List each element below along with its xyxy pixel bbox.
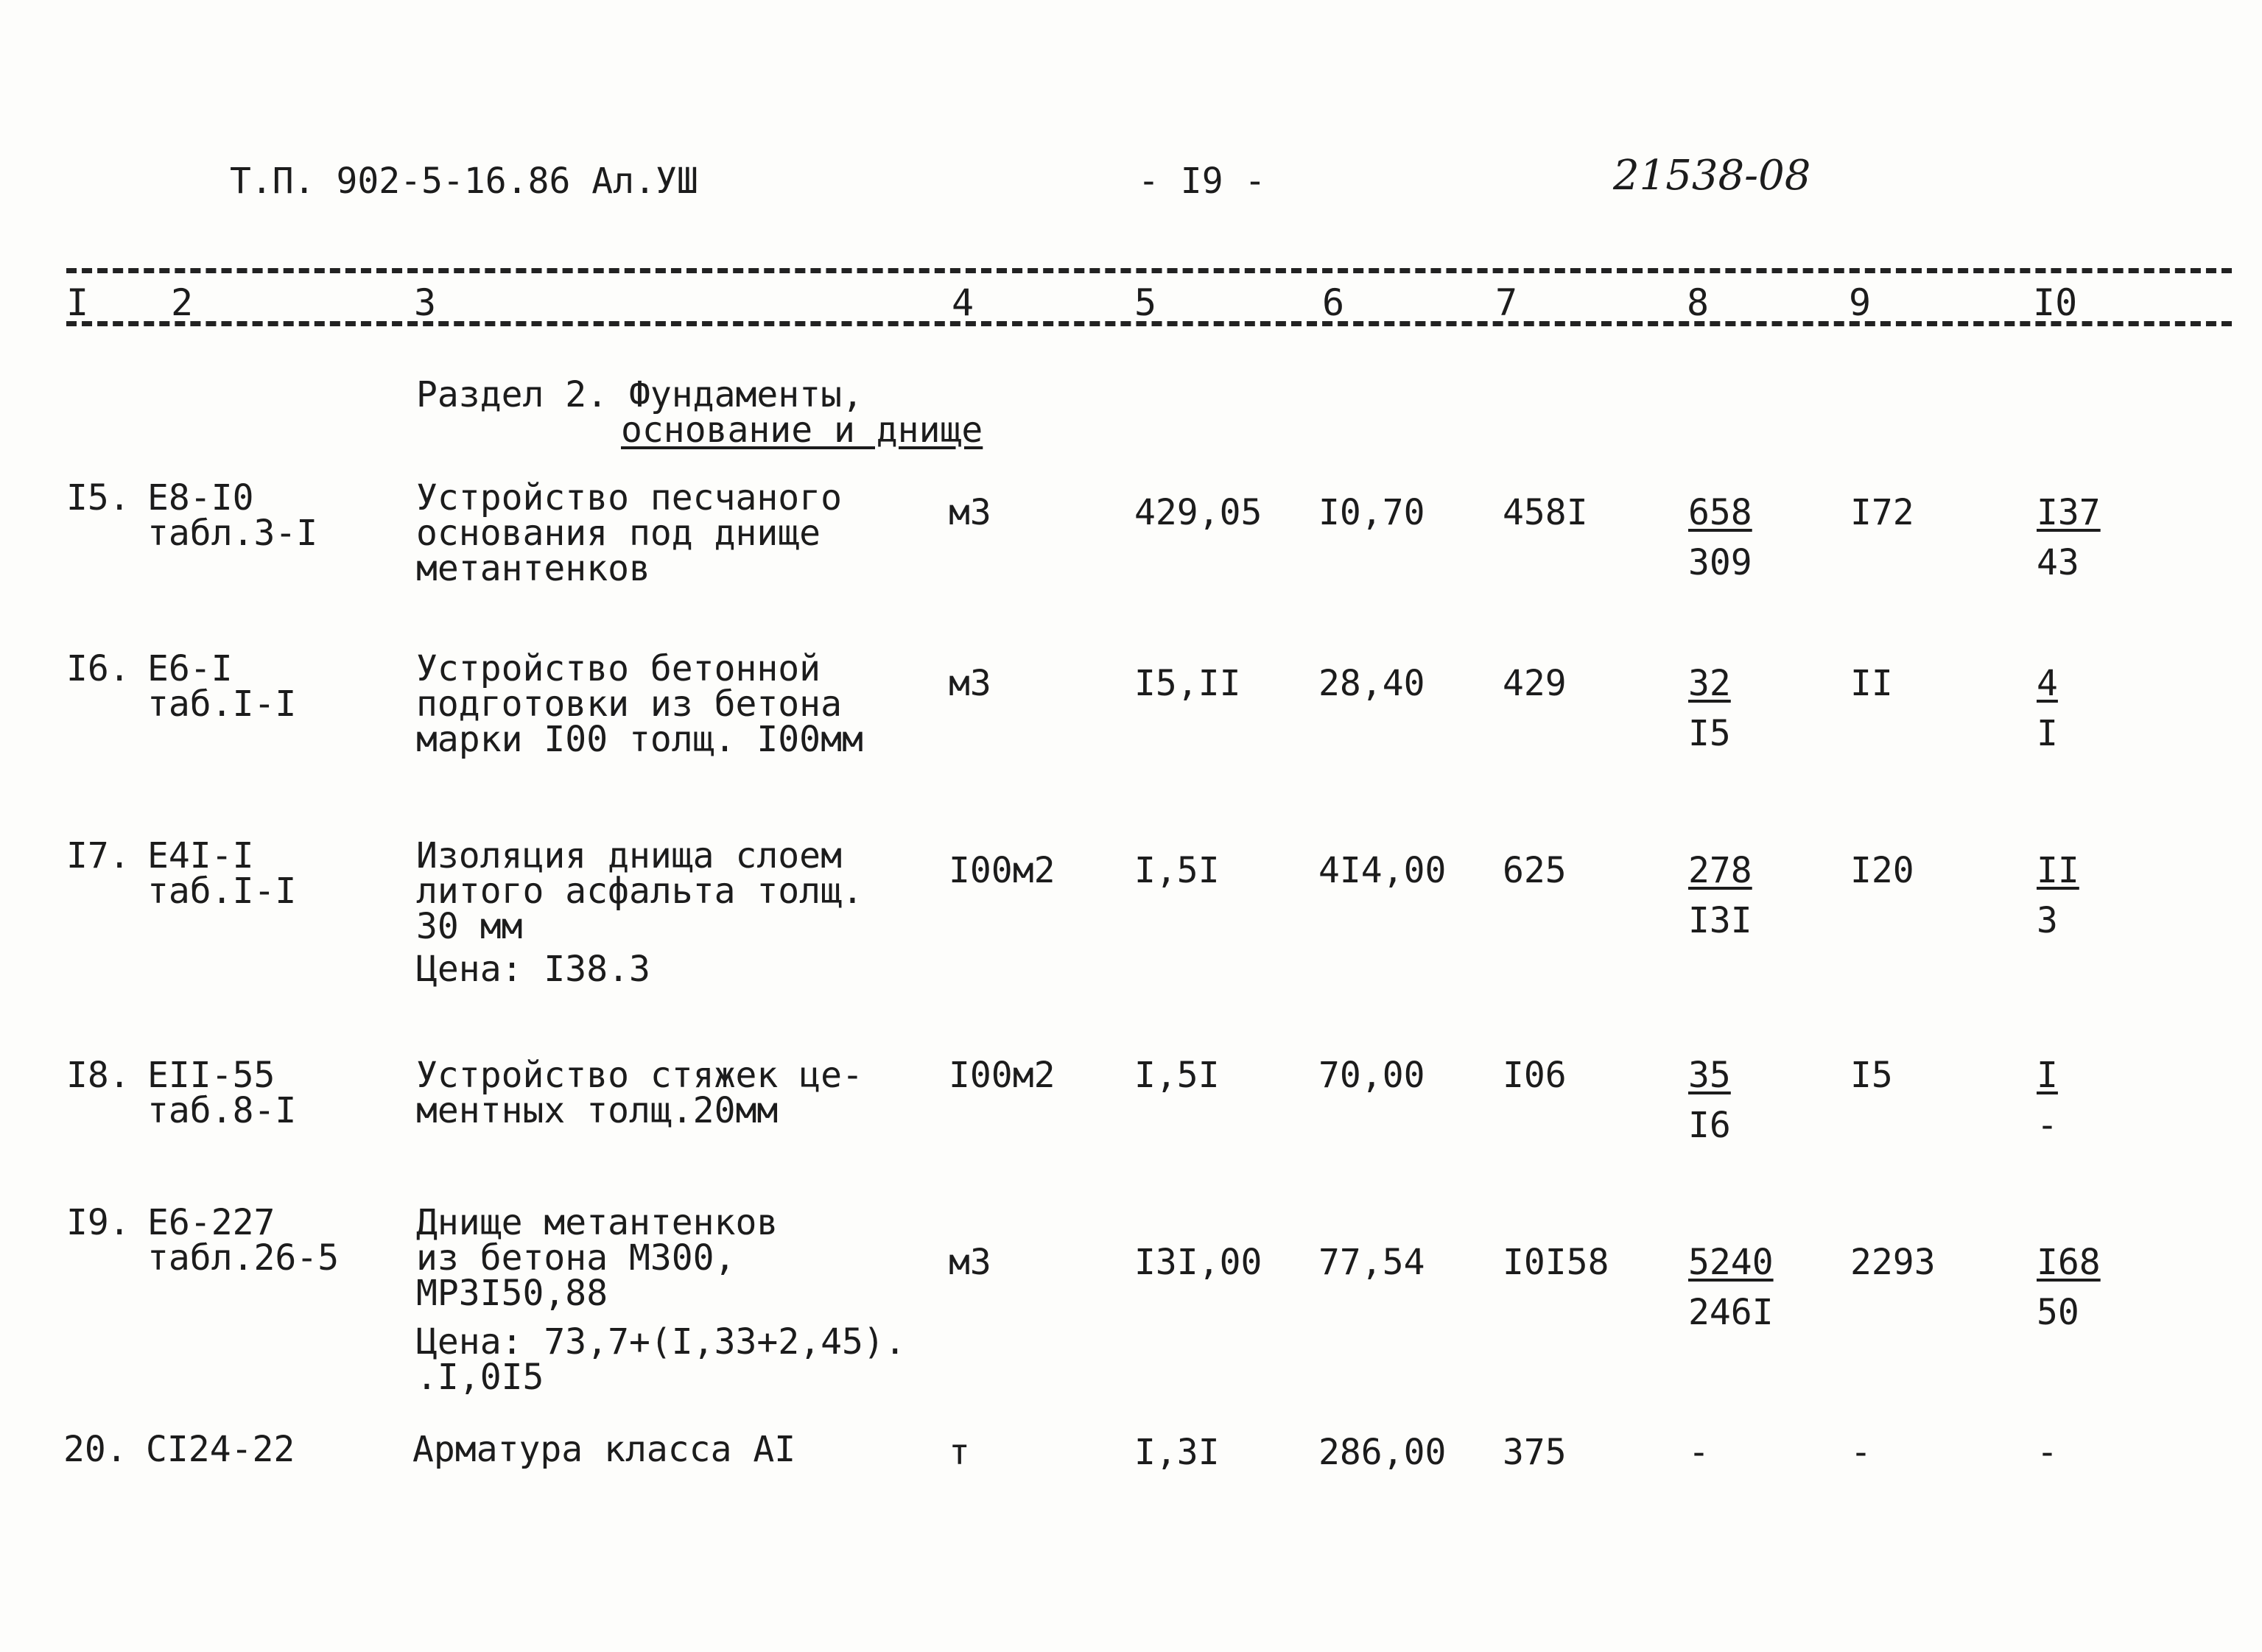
row-19-price: 77,54 xyxy=(1318,1242,1425,1283)
row-17-col9: I20 xyxy=(1850,850,1914,891)
row-15-col9: I72 xyxy=(1850,492,1914,533)
row-19-code: E6-227 табл.26-5 xyxy=(147,1202,340,1279)
row-20-description: Арматура класса AI xyxy=(412,1429,796,1470)
row-19-number: I9. xyxy=(66,1202,130,1243)
row-16-col10-top: 4 xyxy=(2037,663,2058,704)
col-4-number: 4 xyxy=(952,281,974,324)
row-18-col8-bottom: I6 xyxy=(1688,1105,1731,1146)
section-title: Раздел 2. Фундаменты, xyxy=(416,374,863,415)
col-5-number: 5 xyxy=(1134,281,1157,324)
row-19-description: Днище метантенков из бетона М300, МР3I50,88 xyxy=(416,1202,779,1314)
row-16-col10-bottom: I xyxy=(2037,713,2058,754)
row-16-total: 429 xyxy=(1503,663,1567,704)
row-16-col8-top: 32 xyxy=(1688,663,1731,704)
row-15-col8-top: 658 xyxy=(1688,492,1752,533)
row-15-col8-bottom: 309 xyxy=(1688,542,1752,583)
row-20-unit: т xyxy=(949,1432,970,1473)
row-17-col10-bottom: 3 xyxy=(2037,900,2058,941)
col-10-number: I0 xyxy=(2033,281,2078,324)
row-15-quantity: 429,05 xyxy=(1134,492,1262,533)
row-19-col8-top: 5240 xyxy=(1688,1242,1774,1283)
row-20-col9: - xyxy=(1850,1432,1872,1473)
row-18-description: Устройство стяжек це- ментных толщ.20мм xyxy=(416,1055,863,1131)
row-15-code: E8-I0 табл.3-I xyxy=(147,477,318,554)
header-rule-top xyxy=(66,268,2232,273)
row-15-total: 458I xyxy=(1503,492,1588,533)
page-number: - I9 - xyxy=(1138,161,1266,202)
row-20-price: 286,00 xyxy=(1318,1432,1447,1473)
row-15-col10-top: I37 xyxy=(2037,492,2101,533)
row-16-number: I6. xyxy=(66,648,130,689)
row-18-price: 70,00 xyxy=(1318,1055,1425,1096)
row-20-col10: - xyxy=(2037,1432,2058,1473)
row-19-price-note: Цена: 73,7+(I,33+2,45). .I,0I5 xyxy=(416,1321,906,1398)
row-19-col9: 2293 xyxy=(1850,1242,1936,1283)
col-2-number: 2 xyxy=(171,281,194,324)
row-16-quantity: I5,II xyxy=(1134,663,1241,704)
row-17-col8-bottom: I3I xyxy=(1688,900,1752,941)
section-subtitle: основание и днище xyxy=(621,410,983,451)
row-18-col8-top: 35 xyxy=(1688,1055,1731,1096)
row-17-price-note: Цена: I38.3 xyxy=(416,949,650,990)
row-15-description: Устройство песчаного основания под днище метантенков xyxy=(416,477,842,589)
row-19-col8-bottom: 246I xyxy=(1688,1292,1774,1333)
row-18-number: I8. xyxy=(66,1055,130,1096)
row-16-col9: II xyxy=(1850,663,1893,704)
col-6-number: 6 xyxy=(1322,281,1345,324)
col-9-number: 9 xyxy=(1849,281,1872,324)
doc-code: Т.П. 902-5-16.86 Ал.УШ xyxy=(230,161,698,202)
row-17-number: I7. xyxy=(66,835,130,876)
row-18-col10-bottom: - xyxy=(2037,1105,2058,1146)
row-19-total: I0I58 xyxy=(1503,1242,1609,1283)
row-18-col10-top: I xyxy=(2037,1055,2058,1096)
row-20-col8: - xyxy=(1688,1432,1710,1473)
row-16-price: 28,40 xyxy=(1318,663,1425,704)
row-17-quantity: I,5I xyxy=(1134,850,1220,891)
row-17-code: E4I-I таб.I-I xyxy=(147,835,297,912)
row-18-unit: I00м2 xyxy=(949,1055,1056,1096)
row-16-code: E6-I таб.I-I xyxy=(147,648,297,725)
row-16-col8-bottom: I5 xyxy=(1688,713,1731,754)
row-20-quantity: I,3I xyxy=(1134,1432,1220,1473)
row-17-col8-top: 278 xyxy=(1688,850,1752,891)
row-18-quantity: I,5I xyxy=(1134,1055,1220,1096)
row-16-unit: м3 xyxy=(949,663,991,704)
row-17-price: 4I4,00 xyxy=(1318,850,1447,891)
row-18-code: EII-55 таб.8-I xyxy=(147,1055,297,1131)
row-18-total: I06 xyxy=(1503,1055,1567,1096)
row-19-col10-bottom: 50 xyxy=(2037,1292,2079,1333)
row-20-number: 20. xyxy=(63,1429,127,1470)
col-1-number: I xyxy=(66,281,89,324)
row-17-total: 625 xyxy=(1503,850,1567,891)
row-19-col10-top: I68 xyxy=(2037,1242,2101,1283)
col-7-number: 7 xyxy=(1495,281,1518,324)
sheet-code: 21538-08 xyxy=(1613,152,1811,200)
row-17-unit: I00м2 xyxy=(949,850,1056,891)
row-19-unit: м3 xyxy=(949,1242,991,1283)
row-20-total: 375 xyxy=(1503,1432,1567,1473)
row-15-price: I0,70 xyxy=(1318,492,1425,533)
row-17-col10-top: II xyxy=(2037,850,2079,891)
col-3-number: 3 xyxy=(414,281,437,324)
row-16-description: Устройство бетонной подготовки из бетона марки I00 толщ. I00мм xyxy=(416,648,863,760)
row-19-quantity: I3I,00 xyxy=(1134,1242,1262,1283)
col-8-number: 8 xyxy=(1687,281,1710,324)
row-17-description: Изоляция днища слоем литого асфальта толщ. 30 мм xyxy=(416,835,863,947)
row-20-code: CI24-22 xyxy=(146,1429,295,1470)
row-18-col9: I5 xyxy=(1850,1055,1893,1096)
row-15-col10-bottom: 43 xyxy=(2037,542,2079,583)
row-15-unit: м3 xyxy=(949,492,991,533)
row-15-number: I5. xyxy=(66,477,130,519)
